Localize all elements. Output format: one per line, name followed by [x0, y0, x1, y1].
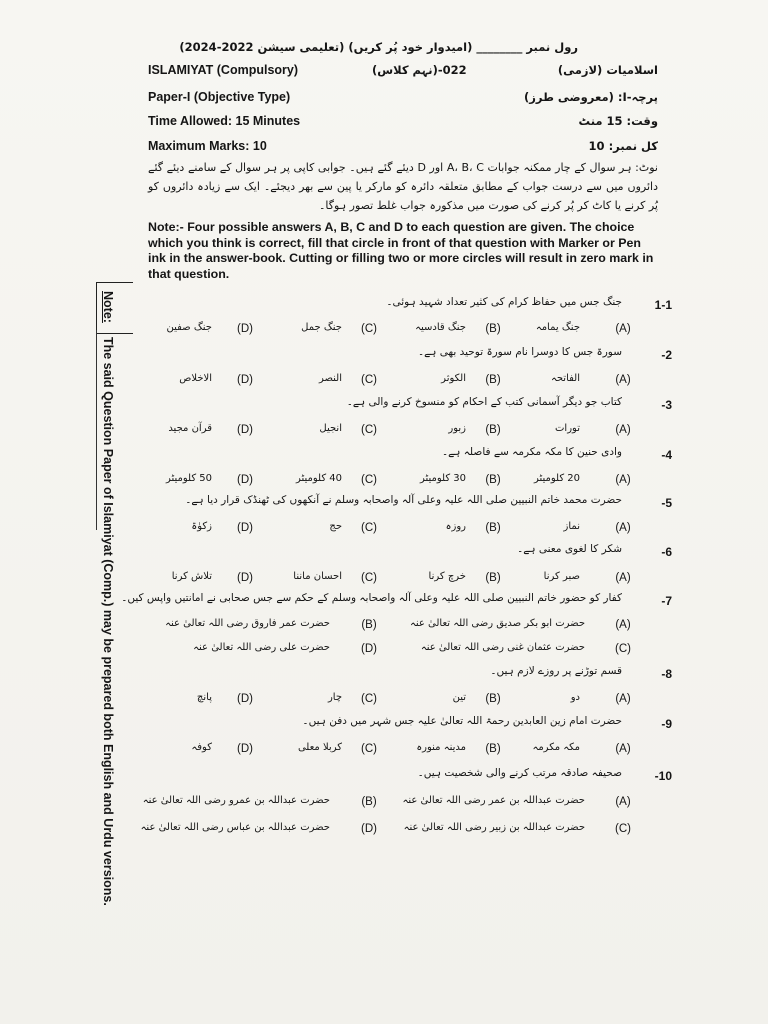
question-number: -10 — [654, 769, 672, 783]
option-d: تلاش کرنا — [171, 571, 212, 582]
option-d: قرآن مجید — [168, 423, 212, 434]
option-a-letter: (A) — [615, 474, 631, 486]
question-number: -2 — [661, 348, 672, 362]
option-b-letter: (B) — [361, 796, 377, 808]
option-a-letter: (A) — [615, 374, 631, 386]
side-note-label: Note: — [101, 291, 115, 323]
option-c: انجیل — [319, 423, 342, 434]
question-number: -7 — [661, 594, 672, 608]
option-c-letter: (C) — [361, 743, 377, 755]
option-b: خرچ کرنا — [428, 571, 466, 582]
option-b-letter: (B) — [485, 693, 501, 705]
option-d-letter: (D) — [237, 474, 253, 486]
option-d-letter: (D) — [237, 374, 253, 386]
option-d-letter: (D) — [361, 823, 377, 835]
option-a-letter: (A) — [615, 796, 631, 808]
option-c-letter: (C) — [361, 374, 377, 386]
option-c: کربلا معلی — [297, 742, 342, 753]
option-c-letter: (C) — [361, 522, 377, 534]
option-b-letter: (B) — [485, 374, 501, 386]
option-d-letter: (D) — [237, 323, 253, 335]
option-a-letter: (A) — [615, 572, 631, 584]
option-d: حضرت علی رضی اللہ تعالیٰ عنہ — [193, 642, 330, 653]
paper-english: Paper-I (Objective Type) — [148, 90, 291, 104]
option-d: حضرت عبداللہ بن عباس رضی اللہ تعالیٰ عنہ — [140, 822, 330, 833]
option-a-letter: (A) — [615, 619, 631, 631]
option-d-letter: (D) — [237, 693, 253, 705]
option-a: صبر کرنا — [543, 571, 580, 582]
option-a: الفاتحہ — [550, 373, 580, 384]
question-number: -9 — [661, 717, 672, 731]
option-b-letter: (B) — [485, 522, 501, 534]
option-d-letter: (D) — [237, 572, 253, 584]
option-b: زبور — [448, 423, 466, 434]
option-c: جنگ جمل — [301, 322, 342, 333]
option-b-letter: (B) — [485, 572, 501, 584]
option-d: زکوٰۃ — [191, 521, 212, 532]
option-c-letter: (C) — [361, 323, 377, 335]
option-c-letter: (C) — [615, 643, 631, 655]
option-c: چار — [327, 692, 342, 703]
roll-number-line: رول نمبر ________ (امیدوار خود پُر کریں) (تعلیمی سیشن 2022-2024) — [179, 40, 578, 54]
option-c-letter: (C) — [615, 823, 631, 835]
question-text: کتاب جو دیگر آسمانی کتب کے احکام کو منسوخ کرنے والی ہے۔ — [346, 396, 622, 408]
option-d: پانچ — [196, 692, 212, 703]
option-b: روزہ — [445, 521, 466, 532]
option-b: حضرت عمر فاروق رضی اللہ تعالیٰ عنہ — [165, 618, 330, 629]
paper-urdu: پرچہ-I: (معروضی طرز) — [524, 90, 658, 104]
option-a-letter: (A) — [615, 424, 631, 436]
option-c-letter: (C) — [361, 572, 377, 584]
question-text: شکر کا لغوی معنی ہے۔ — [517, 543, 622, 555]
question-number: -4 — [661, 448, 672, 462]
option-d: 50 کلومیٹر — [165, 473, 212, 484]
option-d: الاخلاص — [179, 373, 212, 384]
option-a-letter: (A) — [615, 743, 631, 755]
option-b: تین — [452, 692, 466, 703]
option-a-letter: (A) — [615, 693, 631, 705]
subject-code: 022-(نہم کلاس) — [372, 63, 467, 77]
option-a: حضرت ابو بکر صدیق رضی اللہ تعالیٰ عنہ — [410, 618, 585, 629]
option-c: حج — [329, 521, 342, 532]
option-a: 20 کلومیٹر — [533, 473, 580, 484]
time-urdu: وقت: 15 منٹ — [578, 114, 658, 128]
option-d: جنگ صفین — [166, 322, 212, 333]
question-number: -8 — [661, 667, 672, 681]
question-text: وادی حنین کا مکہ مکرمہ سے فاصلہ ہے۔ — [441, 446, 622, 458]
option-b-letter: (B) — [485, 424, 501, 436]
option-a: جنگ یمامہ — [535, 322, 580, 333]
option-b: حضرت عبداللہ بن عمرو رضی اللہ تعالیٰ عنہ — [142, 795, 330, 806]
question-number: -3 — [661, 398, 672, 412]
marks-urdu: کل نمبر: 10 — [588, 139, 658, 153]
marks-english: Maximum Marks: 10 — [148, 139, 267, 153]
question-text: سورۃ جس کا دوسرا نام سورۃ توحید بھی ہے۔ — [417, 346, 622, 358]
option-c: حضرت عثمان غنی رضی اللہ تعالیٰ عنہ — [420, 642, 585, 653]
option-b: جنگ قادسیہ — [415, 322, 466, 333]
option-c: النصر — [318, 373, 342, 384]
option-b-letter: (B) — [485, 474, 501, 486]
side-note — [101, 291, 115, 906]
option-b: الکوثر — [441, 373, 466, 384]
option-b-letter: (B) — [485, 323, 501, 335]
option-d-letter: (D) — [237, 743, 253, 755]
question-text: جنگ جس میں حفاظ کرام کی کثیر تعداد شہید ہوئی۔ — [386, 296, 622, 308]
option-c-letter: (C) — [361, 474, 377, 486]
side-note-line — [96, 330, 97, 530]
question-text: صحیفہ صادقہ مرتب کرنے والی شخصیت ہیں۔ — [417, 767, 622, 779]
option-a: تورات — [555, 423, 580, 434]
option-a-letter: (A) — [615, 323, 631, 335]
option-d: کوفہ — [191, 742, 212, 753]
subject-english: ISLAMIYAT (Compulsory) — [148, 63, 299, 77]
option-c: حضرت عبداللہ بن زبیر رضی اللہ تعالیٰ عنہ — [403, 822, 585, 833]
option-b: 30 کلومیٹر — [419, 473, 466, 484]
option-c: احسان ماننا — [293, 571, 342, 582]
option-b-letter: (B) — [485, 743, 501, 755]
option-c-letter: (C) — [361, 424, 377, 436]
question-number: -6 — [661, 545, 672, 559]
option-b-letter: (B) — [361, 619, 377, 631]
option-d-letter: (D) — [237, 424, 253, 436]
option-a: حضرت عبداللہ بن عمر رضی اللہ تعالیٰ عنہ — [402, 795, 585, 806]
question-text: حضرت محمد خاتم النبیین صلی اللہ علیہ وعلی آلہ واصحابہ وسلم نے آنکھوں کی ٹھنڈک قرار دیا ہے۔ — [185, 494, 622, 506]
instructions-urdu: نوٹ: ہر سوال کے چار ممکنہ جوابات A، B، C اور D دیئے گئے ہیں۔ جوابی کاپی پر ہر سوال کے سامنے دیئے گئے دائروں میں سے درست جواب کے مطابق متعلقہ دائرہ کو مارکر یا پین سے بھر دیجئے۔ ایک سے زیادہ دائروں کو پُر کرنے یا کاٹ کر پُر کرنے کی صورت میں مذکورہ جواب غلط تصور ہوگا۔ — [148, 161, 658, 212]
question-number: 1-1 — [654, 298, 672, 312]
side-note-text: The said Question Paper of Islamiyat (Comp.) may be prepared both English and Urdu versions. — [101, 336, 115, 906]
subject-urdu: اسلامیات (لازمی) — [557, 63, 658, 77]
option-d-letter: (D) — [361, 643, 377, 655]
question-text: کفار کو حضور خاتم النبیین صلی اللہ علیہ وعلی آلہ واصحابہ وسلم کے حکم سے جس صحابی نے امانتیں واپس کیں۔ — [121, 592, 622, 604]
option-c: 40 کلومیٹر — [295, 473, 342, 484]
option-a-letter: (A) — [615, 522, 631, 534]
question-text: قسم توڑنے پر روزے لازم ہیں۔ — [490, 665, 622, 677]
option-a: دو — [570, 692, 580, 703]
time-english: Time Allowed: 15 Minutes — [148, 114, 301, 128]
option-d-letter: (D) — [237, 522, 253, 534]
question-text: حضرت امام زین العابدین رحمۃ اللہ تعالیٰ علیہ جس شہر میں دفن ہیں۔ — [302, 715, 622, 727]
option-c-letter: (C) — [361, 693, 377, 705]
question-number: -5 — [661, 496, 672, 510]
instructions-english: Note:- Four possible answers A, B, C and D to each question are given. The choice which you think is correct, fill that circle in front of that question with Marker or Pen ink in the answer-book. Cutting or filling two or more circles will result in zero mark in that question. — [148, 220, 654, 281]
option-a: مکہ مکرمہ — [532, 742, 580, 753]
option-b: مدینہ منورہ — [416, 742, 466, 753]
option-a: نماز — [563, 521, 580, 532]
